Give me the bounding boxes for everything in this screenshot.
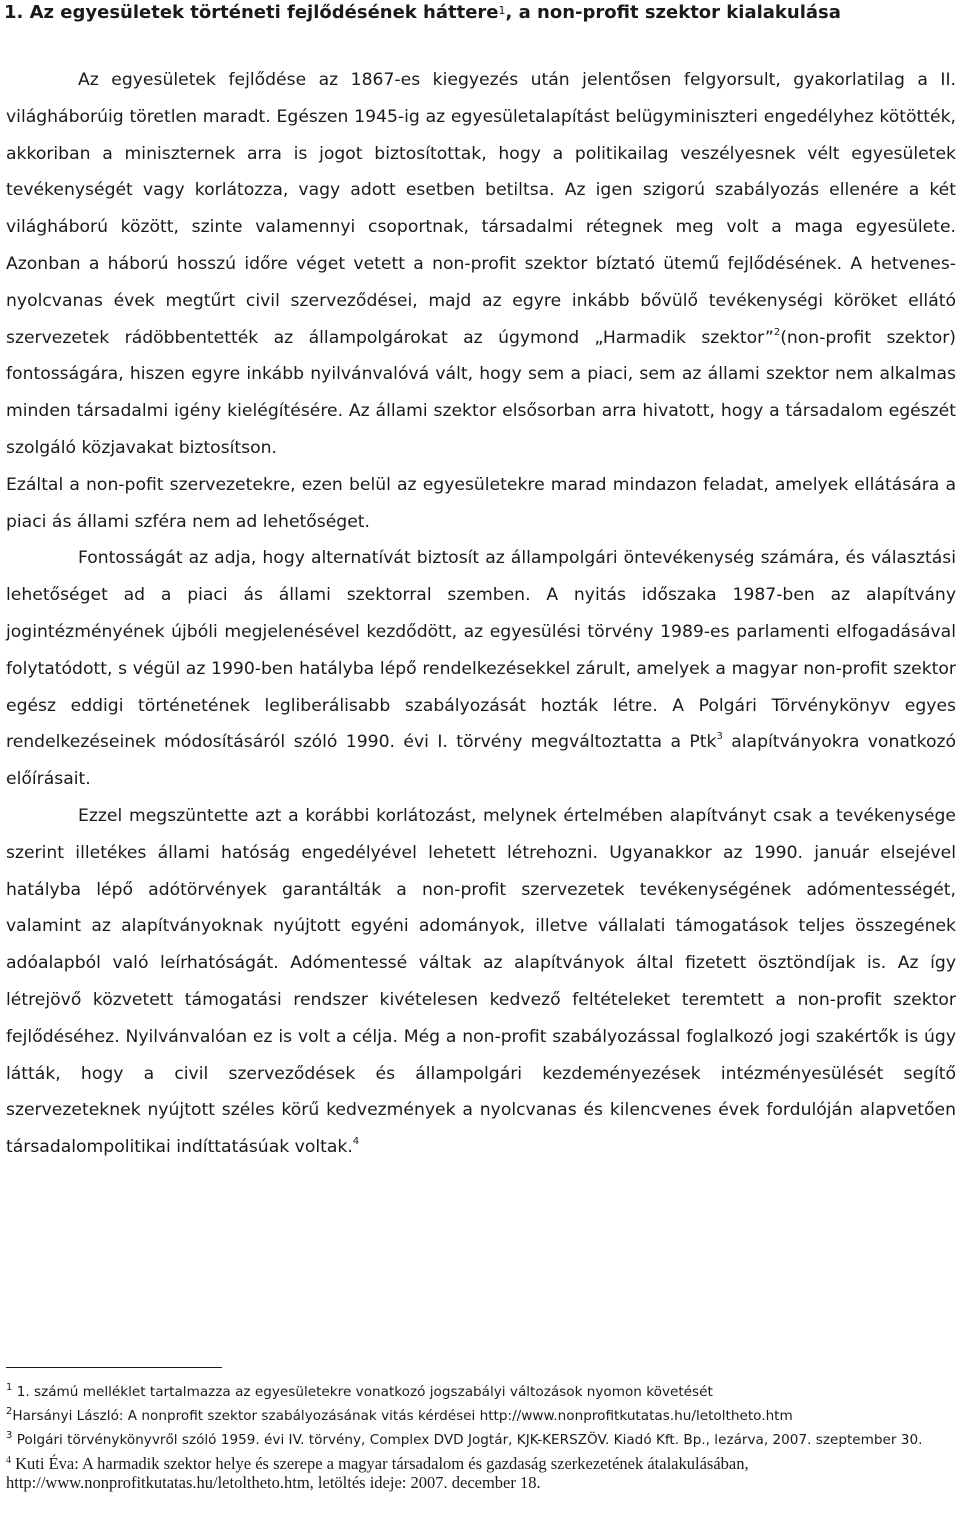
footnote-text: 1. számú melléklet tartalmazza az egyesületekre vonatkozó jogszabályi változások nyomon követését xyxy=(12,1384,713,1400)
heading-text-rest: , a non-profit szektor kialakulása xyxy=(505,2,841,23)
footnote-number: 3 xyxy=(6,1430,13,1441)
paragraph xyxy=(6,467,956,541)
section-heading xyxy=(4,0,954,26)
footnote-number: 4 xyxy=(6,1455,11,1466)
paragraph xyxy=(6,62,956,467)
footnotes xyxy=(6,1382,956,1496)
footnote-ref-1[interactable]: 1 xyxy=(498,4,506,17)
paragraph xyxy=(6,540,956,798)
paragraph xyxy=(6,798,956,1166)
footnote-ref[interactable]: 2 xyxy=(773,326,781,338)
paragraph-text: Az egyesületek fejlődése az 1867-es kiegyezés után jelentősen felgyorsult, gyakorlatilag a II. világháborúig töretlen maradt. Egészen 1945-ig az egyesületalapítást belügyminiszteri engedélyhez kötötték, akkoriban a miniszternek arra is jogot biztosítottak, hogy a politikailag veszélyesnek vélt egyesületek tevékenységét vagy korlátozza, vagy adott esetben betiltsa. Az igen szigorú szabályozás ellenére a két világháború között, szinte valamennyi csoportnak, társadalmi rétegnek meg volt a maga egyesülete. Azonban a háború hosszú időre véget vetett a non-profit szektor bíztató ütemű fejlődésének. A hetvenes-nyolcvanas évek megtűrt civil szerveződései, majd az egyre inkább bővülő tevékenységi köröket ellátó szervezetek rádöbbentették az állampolgárokat az úgymond „Harmadik szektor” xyxy=(6,70,956,348)
footnote-ref[interactable]: 4 xyxy=(352,1136,360,1148)
footnote xyxy=(6,1382,956,1402)
footnote-divider xyxy=(6,1367,222,1368)
footnote xyxy=(6,1406,956,1426)
paragraph-text: Ezzel megszüntette azt a korábbi korlátozást, melynek értelmében alapítványt csak a tevékenysége szerint illetékes állami hatóság engedélyével lehetett létrehozni. Ugyanakkor az 1990. január elsejével hatályba lépő adótörvények garantálták a non-profit szervezetek tevékenységének adómentességét, valamint az alapítványoknak nyújtott egyéni adományok, illetve vállalati támogatások teljes összegének adóalapból való leírhatóságát. Adómentessé váltak az alapítványok által fizetett ösztöndíjak is. Az így létrejövő közvetett támogatási rendszer kivételesen kedvező feltételeket teremtett a non-profit szektor fejlődéséhez. Nyilvánvalóan ez is volt a célja. Még a non-profit szabályozással foglalkozó jogi szakértők is úgy látták, hogy a civil szerveződések és állampolgári kezdeményezések intézményesülését segítő szervezeteknek nyújtott széles körű kedvezmények a nyolcvanas és kilencvenes évek fordulóján alapvetően társadalompolitikai indíttatásúak voltak. xyxy=(6,805,956,1158)
footnote-text: Kuti Éva: A harmadik szektor helye és szerepe a magyar társadalom és gazdaság szerkezetének átalakulásában, http://www.nonprofitkutatas.hu/letoltheto.htm, letöltés ideje: 2007. december 18. xyxy=(6,1454,749,1492)
footnote-number: 2 xyxy=(6,1406,13,1417)
body-text xyxy=(6,62,956,1166)
paragraph-text: (non-profit szektor) fontosságára, hiszen egyre inkább nyilvánvalóvá vált, hogy sem a piaci, sem az állami szektor nem alkalmas minden társadalmi igény kielégítésére. Az állami szektor elsősorban arra hivatott, hogy a társadalom egészét szolgáló közjavakat biztosítson. xyxy=(6,327,957,458)
footnote-number: 1 xyxy=(6,1382,13,1393)
footnote-text: Polgári törvénykönyvről szóló 1959. évi IV. törvény, Complex DVD Jogtár, KJK-KERSZÖV. Kiadó Kft. Bp., lezárva, 2007. szeptember 30. xyxy=(12,1432,923,1448)
heading-text: 1. Az egyesületek történeti fejlődésének háttere xyxy=(4,2,499,23)
paragraph-text: Fontosságát az adja, hogy alternatívát biztosít az állampolgári öntevékenység számára, és választási lehetőséget ad a piaci ás állami szektorral szemben. A nyitás időszaka 1987-ben az alapítvány jogintézményének újbóli megjelenésével kezdődött, az egyesülési törvény 1989-es parlamenti elfogadásával folytatódott, s végül az 1990-ben hatályba lépő rendelkezésekkel zárult, amelyek a magyar non-profit szektor egész eddigi történetének legliberálisabb szabályozását hozták létre. A Polgári Törvénykönyv egyes rendelkezéseinek módosításáról szóló 1990. évi I. törvény megváltoztatta a Ptk xyxy=(6,548,956,753)
paragraph-text: alapítványokra vonatkozó előírásait. xyxy=(6,732,956,790)
footnote xyxy=(6,1430,956,1450)
paragraph-text: Ezáltal a non-pofit szervezetekre, ezen belül az egyesületekre marad mindazon feladat, amelyek ellátására a piaci ás állami szféra nem ad lehetőséget. xyxy=(6,474,956,532)
footnote-text: Harsányi László: A nonprofit szektor szabályozásának vitás kérdései http://www.nonprofitkutatas.hu/letoltheto.htm xyxy=(12,1408,793,1424)
footnote xyxy=(6,1454,956,1492)
footnote-ref[interactable]: 3 xyxy=(716,731,723,743)
